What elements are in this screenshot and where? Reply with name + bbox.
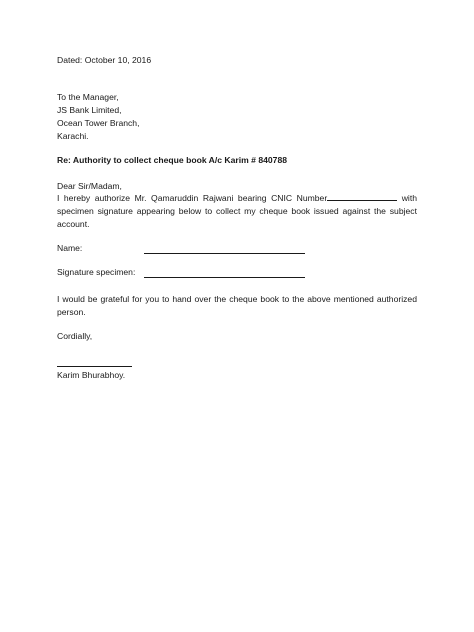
subject-line: Re: Authority to collect cheque book A/c Karim # 840788 [57,155,288,165]
authorization-paragraph [57,192,417,230]
authorization-text-end: with specimen signature appearing below to collect my cheque book issued against the subject account. [57,193,418,229]
name-label: Name: [57,243,83,253]
cnic-number-blank [327,192,397,201]
authorization-text-start: I hereby authorize Mr. Qamaruddin Rajwani bearing CNIC Number [57,193,328,203]
date-line: Dated: October 10, 2016 [57,55,152,65]
address-line-3: Ocean Tower Branch, [57,118,140,128]
address-line-1: To the Manager, [57,92,119,102]
signature-specimen-line [144,277,305,278]
address-line-4: Karachi. [57,131,89,141]
signature-line [57,366,132,367]
signatory-name: Karim Bhurabhoy. [57,370,126,380]
salutation: Dear Sir/Madam, [57,181,122,191]
closing: Cordially, [57,331,93,341]
signature-specimen-label: Signature specimen: [57,267,136,277]
address-line-2: JS Bank Limited, [57,105,122,115]
name-field-line [144,253,305,254]
request-paragraph: I would be grateful for you to hand over the cheque book to the above mentioned authorized person. [57,294,417,317]
